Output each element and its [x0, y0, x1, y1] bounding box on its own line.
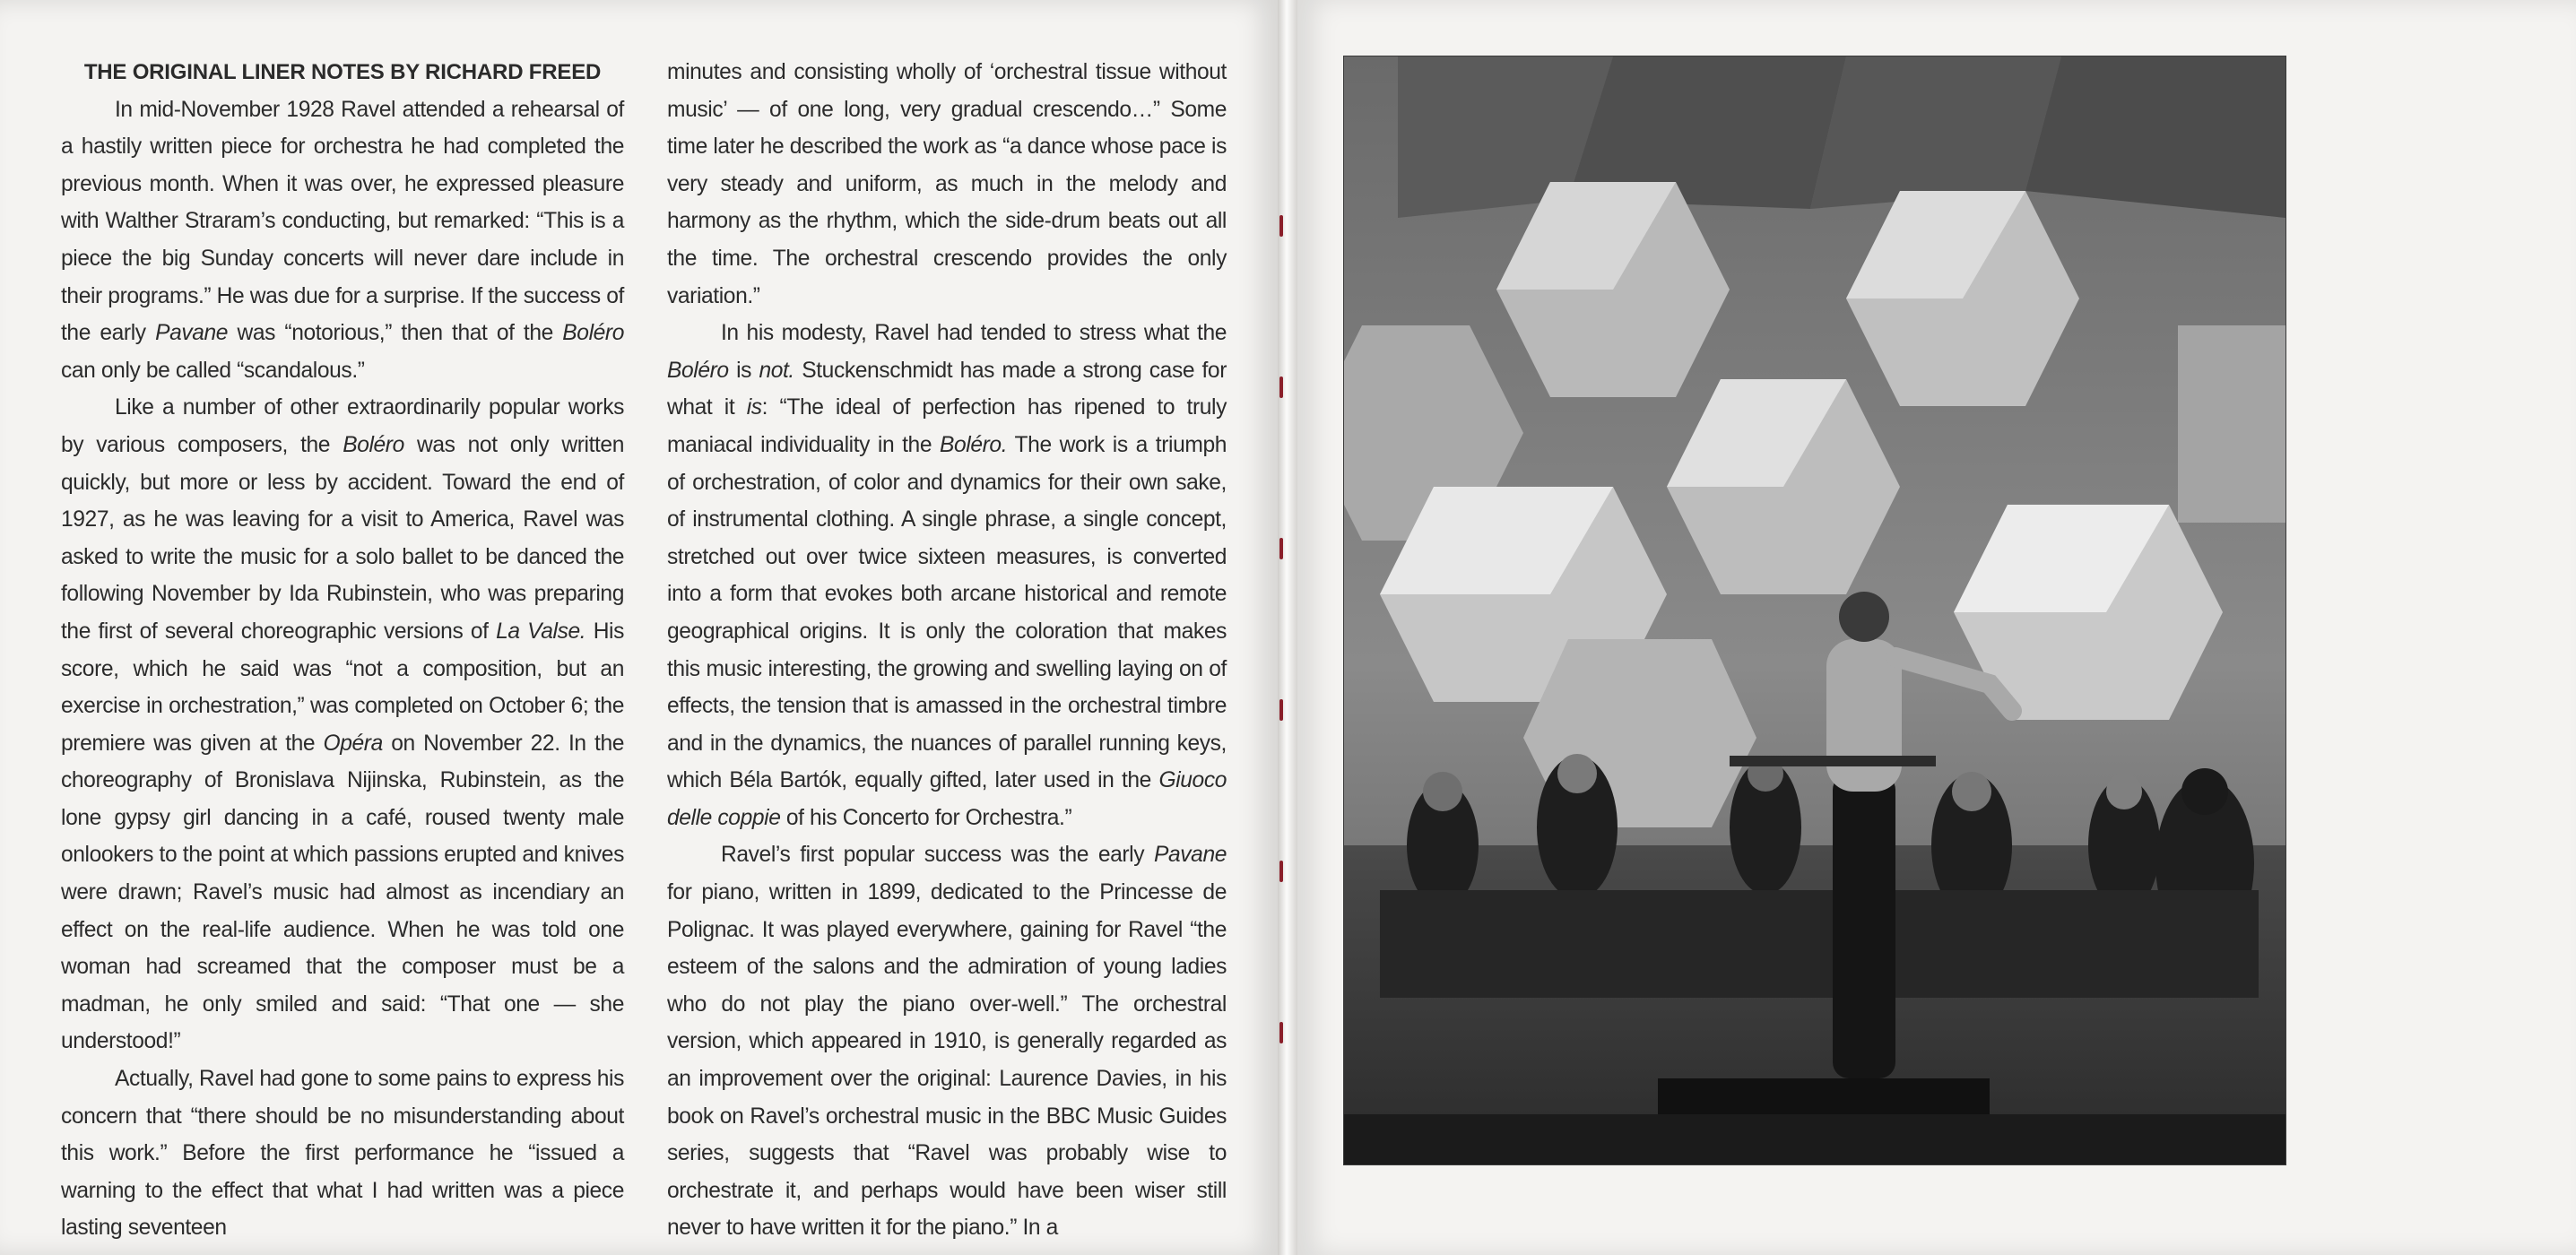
left-page	[0, 0, 1278, 1255]
italic-text: La Valse.	[496, 619, 586, 644]
text-run: can only be called “scandalous.”	[61, 358, 365, 383]
italic-text: Boléro	[667, 358, 729, 383]
italic-text: Boléro	[343, 432, 404, 457]
column-1-body	[61, 91, 624, 1247]
liner-notes-heading: THE ORIGINAL LINER NOTES BY RICHARD FREED	[83, 60, 602, 84]
paragraph	[61, 91, 624, 390]
italic-text: Pavane	[1153, 843, 1227, 868]
paragraph	[667, 315, 1227, 836]
text-run: for piano, written in 1899, dedicated to the Princesse de Polignac. It was played everywhere, gaining for Ravel “the esteem of the salons and the admiration of young ladies who do not play the piano over-well.” The orchestral version, which appeared in 1910, is generally regarded as an improvement over the original: Laurence Davies, in his book on Ravel’s orchestral music in the BBC Music Guides series, suggests that “Ravel was probably wise to orchestrate it, and perhaps would have been wiser still never to have written it for the piano.” In a	[667, 880, 1227, 1241]
italic-text: is	[746, 395, 762, 420]
text-run: minutes and consisting wholly of ‘orchestral tissue without music’ — of one long, very gradual crescendo…” Some time later he described the work as “a dance whose pace is very steady and uniform, as much in the melody and harmony as the rhythm, which the side-drum beats out all the time. The orchestral crescendo provides the only variation.”	[667, 60, 1227, 308]
italic-text: Boléro	[562, 321, 624, 346]
text-column-2	[667, 54, 1227, 1247]
stitch-mark	[1279, 376, 1283, 398]
text-run: Like a number of other extraordinarily popular works by various composers, the	[61, 395, 624, 457]
orchestra-photo-image	[1344, 56, 2285, 1164]
podium-rail	[1730, 756, 1936, 766]
text-run: of his Concerto for Orchestra.”	[780, 805, 1072, 830]
italic-text: Pavane	[155, 321, 229, 346]
text-run: In mid-November 1928 Ravel attended a rehearsal of a hastily written piece for orchestra he had completed the previous month. When it was over, he expressed pleasure with Walther Straram’s conducting, but remarked: “This is a piece the big Sunday concerts will never dare include in their programs.” He was due for a surprise. If the success of the early	[61, 97, 624, 346]
text-run: His score, which he said was “not a composition, but an exercise in orchestration,” was completed on October 6; the premiere was given at the	[61, 619, 625, 756]
text-run: The work is a triumph of orchestration, of color and dynamics for their own sake, of instrumental clothing. A single phrase, a single concept, stretched out over twice sixteen measures, is converted into a form that evokes both arcane historical and remote geographical origins. It is only the coloration that makes this music interesting, the growing and swelling laying on of effects, the tension that is amassed in the orchestral timbre and in the dynamics, the nuances of parallel running keys, which Béla Bartók, equally gifted, later used in the	[667, 432, 1227, 793]
text-run: was not only written quickly, but more or less by accident. Toward the end of 1927, as he was leaving for a visit to America, Ravel was asked to write the music for a solo ballet to be danced the following November by Ida Rubinstein, who was preparing the first of several choreographic versions of	[61, 432, 624, 644]
text-run: In his modesty, Ravel had tended to stress what the	[721, 321, 1227, 346]
italic-text: not.	[759, 358, 794, 383]
book-gutter	[1278, 0, 1297, 1255]
text-run: : “The ideal of perfection has ripened to truly maniacal individuality in the	[667, 395, 1227, 457]
italic-text: Boléro.	[940, 432, 1008, 457]
text-column-1	[61, 54, 624, 1247]
orchestra-photo	[1343, 56, 2286, 1165]
stitch-mark	[1279, 1022, 1283, 1043]
text-run: Actually, Ravel had gone to some pains to express his concern that “there should be no misunderstanding about this work.” Before the first performance he “issued a warning to the effect that what I had written was a piece lasting seventeen	[61, 1067, 624, 1241]
stitch-mark	[1279, 861, 1283, 882]
paragraph	[667, 836, 1227, 1247]
italic-text: Giuoco delle coppie	[667, 768, 1227, 830]
italic-text: Opéra	[323, 731, 383, 756]
paragraph	[667, 54, 1227, 315]
stitch-mark	[1279, 699, 1283, 721]
text-run: Ravel’s first popular success was the early	[721, 843, 1154, 868]
text-run: was “notorious,” then that of the	[228, 321, 563, 346]
text-run: Stuckenschmidt has made a strong case for what it	[667, 358, 1227, 420]
stitch-mark	[1279, 215, 1283, 237]
paragraph	[61, 389, 624, 1060]
text-run: on November 22. In the choreography of Bronislava Nijinska, Rubinstein, as the lone gypsy girl dancing in a café, roused twenty male onlookers to the point at which passions erupted and knives were drawn; Ravel’s music had almost as incendiary an effect on the real-life audience. When he was told one woman had screamed that the composer must be a madman, he only smiled and said: “That one — she understood!”	[61, 731, 624, 1054]
stitch-mark	[1279, 538, 1283, 559]
paragraph	[61, 1060, 624, 1247]
column-2-body	[667, 54, 1227, 1247]
text-run: is	[728, 358, 759, 383]
